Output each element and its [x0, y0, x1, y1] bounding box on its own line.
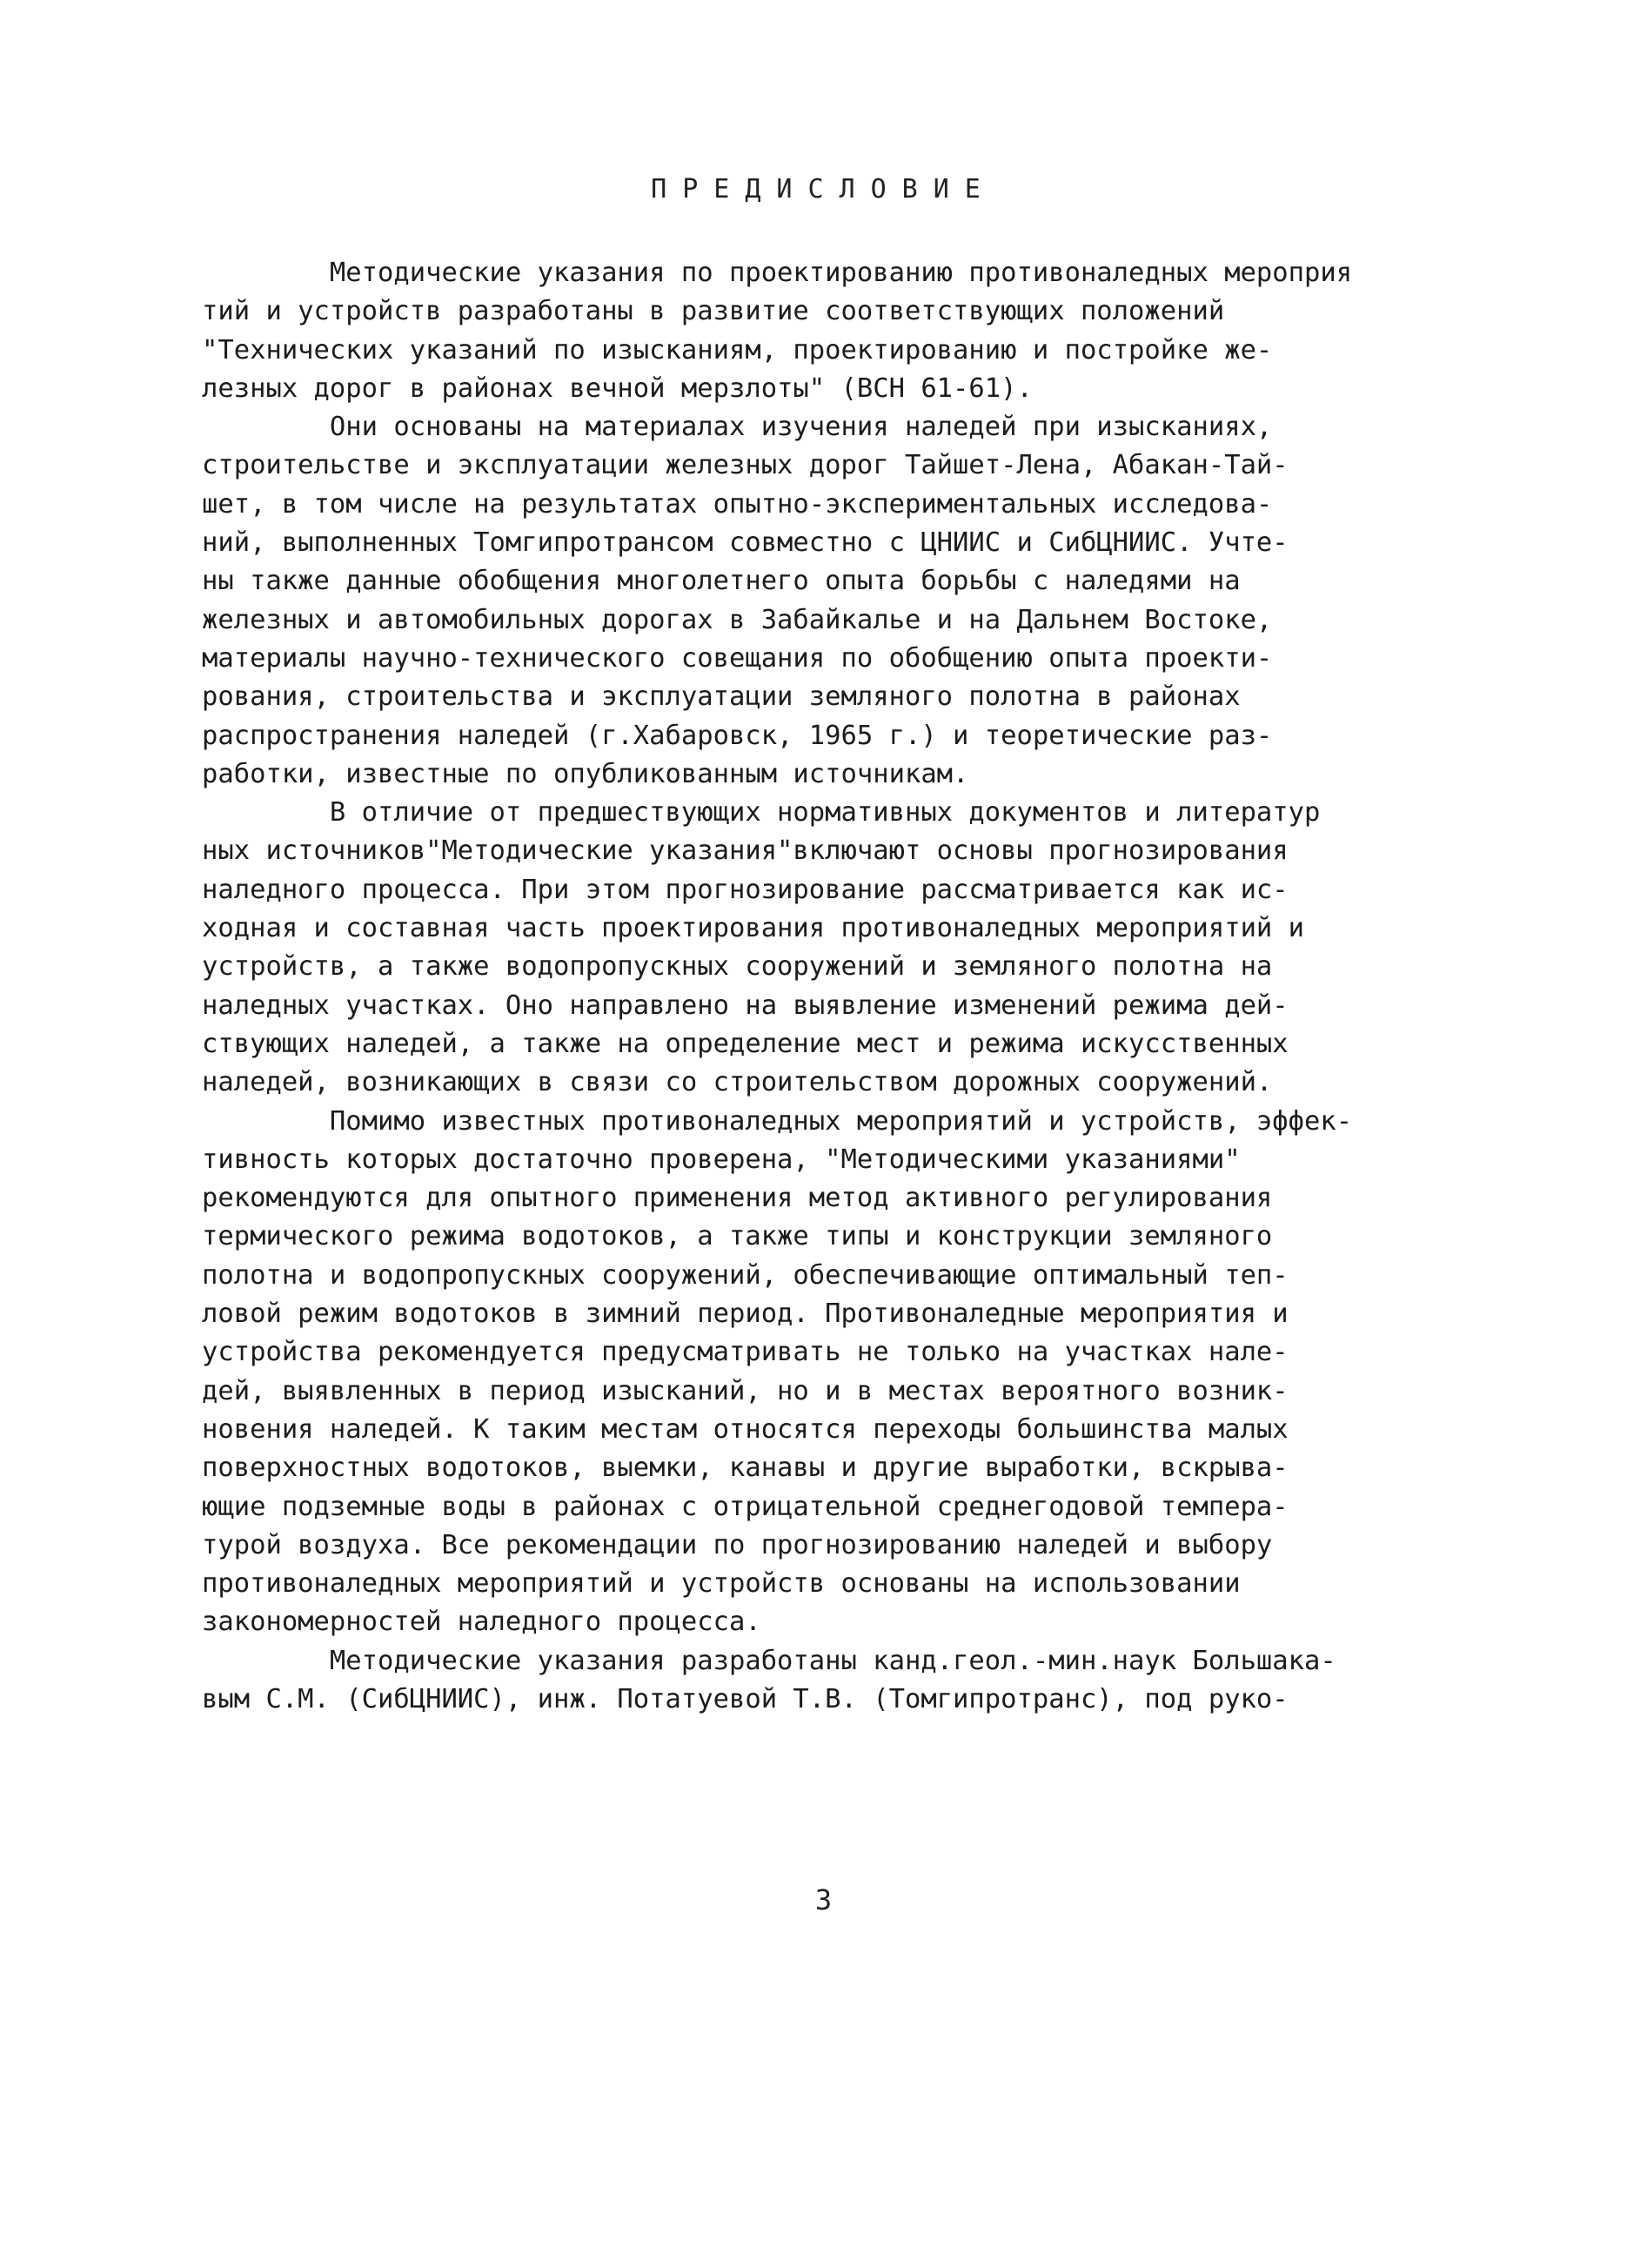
text-line: ловой режим водотоков в зимний период. Противоналедные мероприятия и	[202, 1298, 1289, 1330]
text-line: Методические указания разработаны канд.геол.-мин.наук Большака-	[202, 1645, 1336, 1676]
text-line: наледей, возникающих в связи со строительством дорожных сооружений.	[202, 1067, 1273, 1098]
text-line: тий и устройств разработаны в развитие соответствующих положений	[202, 296, 1225, 327]
text-line: Они основаны на материалах изучения наледей при изысканиях,	[202, 412, 1273, 443]
text-line: дей, выявленных в период изысканий, но и в местах вероятного возник-	[202, 1375, 1289, 1406]
text-line: В отличие от предшествующих нормативных документов и литератур	[202, 797, 1321, 829]
text-line: ны также данные обобщения многолетнего опыта борьбы с наледями на	[202, 566, 1241, 597]
text-line: поверхностных водотоков, выемки, канавы и другие выработки, вскрыва-	[202, 1453, 1289, 1484]
text-line: Помимо известных противоналедных мероприятий и устройств, эффек-	[202, 1105, 1353, 1137]
text-line: закономерностей наледного процесса.	[202, 1607, 761, 1638]
text-line: наледного процесса. При этом прогнозирование рассматривается как ис-	[202, 874, 1289, 905]
text-line: ствующих наледей, а также на определение мест и режима искусственных	[202, 1028, 1289, 1059]
page-heading: ПРЕДИСЛОВИЕ	[651, 174, 996, 205]
text-line: устройств, а также водопропускных сооружений и земляного полотна на	[202, 951, 1273, 983]
text-line: ющие подземные воды в районах с отрицательной среднегодовой темпера-	[202, 1491, 1289, 1522]
text-line: рования, строительства и эксплуатации земляного полотна в районах	[202, 681, 1241, 713]
text-line: "Технических указаний по изысканиям, проектированию и постройке же-	[202, 334, 1273, 366]
text-line: строительстве и эксплуатации железных дорог Тайшет-Лена, Абакан-Тай-	[202, 450, 1289, 481]
text-line: шет, в том числе на результатах опытно-экспериментальных исследова-	[202, 488, 1273, 520]
text-line: лезных дорог в районах вечной мерзлоты" (ВСН 61-61).	[202, 372, 1033, 404]
text-line: рекомендуются для опытного применения метод активного регулирования	[202, 1183, 1273, 1214]
text-line: наледных участках. Оно направлено на выявление изменений режима дей-	[202, 990, 1289, 1021]
text-line: ходная и составная часть проектирования противоналедных мероприятий и	[202, 913, 1305, 944]
text-line: ных источников"Методические указания"включают основы прогнозирования	[202, 835, 1289, 867]
body-text	[202, 254, 1376, 1719]
text-line: противоналедных мероприятий и устройств основаны на использовании	[202, 1568, 1241, 1600]
text-line: Методические указания по проектированию противоналедных мероприя	[202, 258, 1353, 288]
text-line: вым С.М. (СибЦНИИС), инж. Потатуевой Т.В. (Томгипротранс), под руко-	[202, 1683, 1289, 1714]
text-line: работки, известные по опубликованным источникам.	[202, 758, 969, 789]
text-line: распространения наледей (г.Хабаровск, 1965 г.) и теоретические раз-	[202, 720, 1273, 751]
text-line: железных и автомобильных дорогах в Забайкалье и на Дальнем Востоке,	[202, 604, 1273, 635]
text-line: новения наледей. К таким местам относятся переходы большинства малых	[202, 1413, 1289, 1445]
text-line: турой воздуха. Все рекомендации по прогнозированию наледей и выбору	[202, 1529, 1273, 1560]
page-number: 3	[814, 1883, 833, 1916]
text-line: термического режима водотоков, а также типы и конструкции земляного	[202, 1221, 1273, 1252]
text-line: полотна и водопропускных сооружений, обеспечивающие оптимальный теп-	[202, 1259, 1289, 1291]
text-line: ний, выполненных Томгипротрансом совместно с ЦНИИС и СибЦНИИС. Учте-	[202, 527, 1289, 559]
text-line: тивность которых достаточно проверена, "Методическими указаниями"	[202, 1144, 1241, 1175]
text-line: материалы научно-технического совещания по обобщению опыта проекти-	[202, 642, 1273, 674]
text-line: устройства рекомендуется предусматривать не только на участках нале-	[202, 1337, 1289, 1368]
